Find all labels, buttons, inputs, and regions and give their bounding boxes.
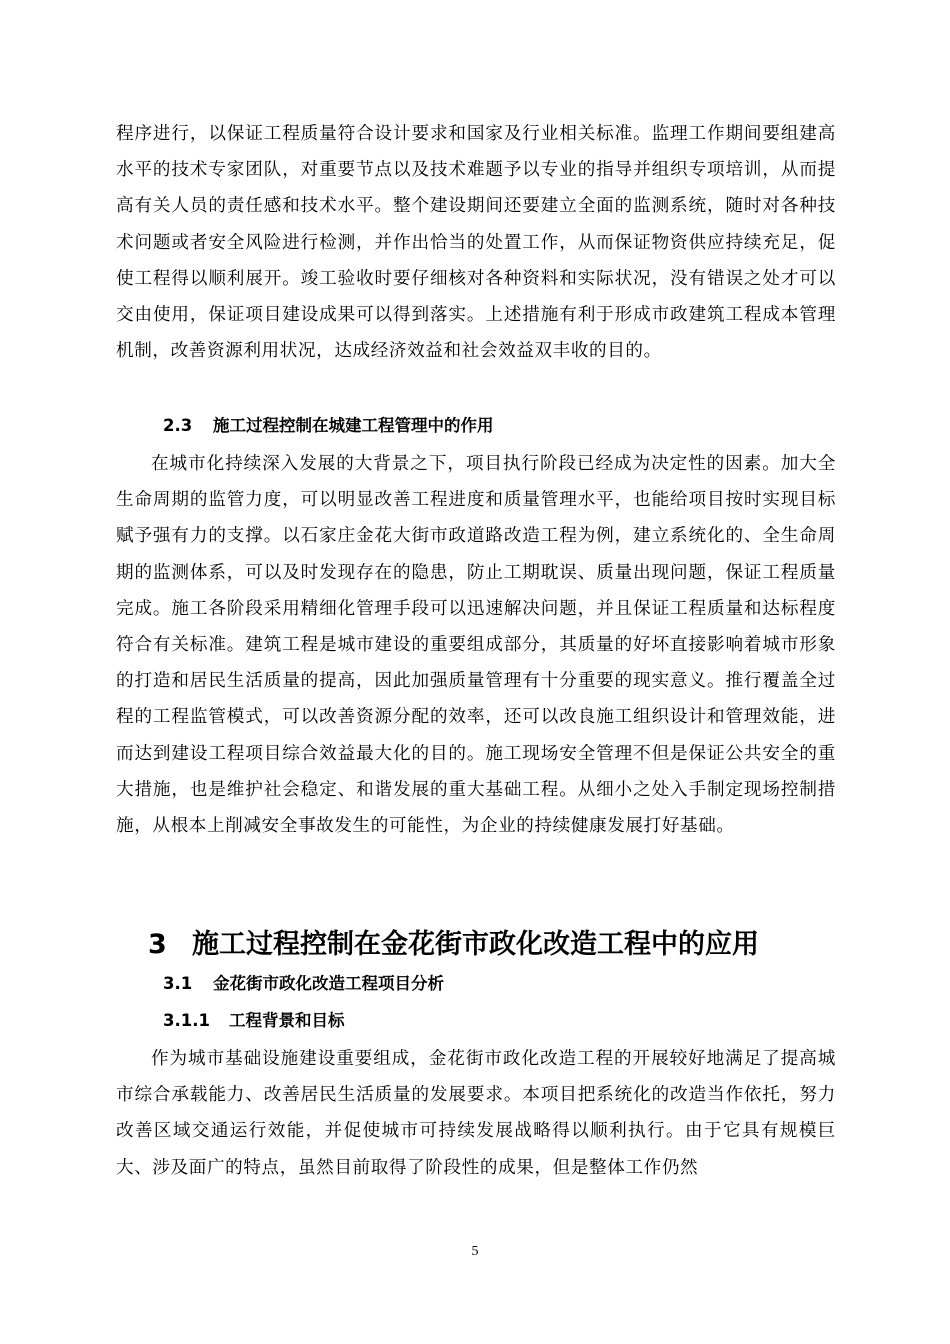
section-title: 金花街市政化改造工程项目分析 [213,974,444,993]
subsection-heading-3-1-1 [163,1009,345,1033]
section-heading-2-3 [163,414,494,438]
chapter-heading-3 [148,925,759,965]
page-number: 5 [471,1244,479,1259]
section-title: 施工过程控制在城建工程管理中的作用 [213,416,494,435]
subsection-number: 3.1.1 [163,1011,210,1030]
body-paragraph: 作为城市基础设施建设重要组成，金花街市政化改造工程的开展较好地满足了提高城市综合承载能力、改善居民生活质量的发展要求。本项目把系统化的改造当作依托，努力改善区域交通运行效能，并促使城市可持续发展战略得以顺利执行。由于它具有规模巨大、涉及面广的特点，虽然目前取得了阶段性的成果，但是整体工作仍然 [116,1049,836,1178]
body-paragraph: 在城市化持续深入发展的大背景之下，项目执行阶段已经成为决定性的因素。加大全生命周期的监管力度，可以明显改善工程进度和质量管理水平，也能给项目按时实现目标赋予强有力的支撑。以石家庄金花大街市政道路改造工程为例，建立系统化的、全生命周期的监测体系，可以及时发现存在的隐患，防止工期耽误、质量出现问题，保证工程质量完成。施工各阶段采用精细化管理手段可以迅速解决问题，并且保证工程质量和达标程度符合有关标准。建筑工程是城市建设的重要组成部分，其质量的好坏直接影响着城市形象的打造和居民生活质量的提高，因此加强质量管理有十分重要的现实意义。推行覆盖全过程的工程监管模式，可以改善资源分配的效率，还可以改良施工组织设计和管理效能，进而达到建设工程项目综合效益最大化的目的。施工现场安全管理不但是保证公共安全的重大措施，也是维护社会稳定、和谐发展的重大基础工程。从细小之处入手制定现场控制措施，从根本上削减安全事故发生的可能性，为企业的持续健康发展打好基础。 [116,454,836,837]
subsection-title: 工程背景和目标 [229,1011,345,1030]
section-number: 2.3 [163,416,193,435]
chapter-title: 施工过程控制在金花街市政化改造工程中的应用 [192,929,759,960]
section-number: 3.1 [163,974,193,993]
chapter-number: 3 [148,929,167,960]
section-heading-3-1 [163,972,444,996]
body-paragraph: 程序进行，以保证工程质量符合设计要求和国家及行业相关标准。监理工作期间要组建高水平的技术专家团队，对重要节点以及技术难题予以专业的指导并组织专项培训，从而提高有关人员的责任感和技术水平。整个建设期间还要建立全面的监测系统，随时对各种技术问题或者安全风险进行检测，并作出恰当的处置工作，从而保证物资供应持续充足，促使工程得以顺利展开。竣工验收时要仔细核对各种资料和实际状况，没有错误之处才可以交由使用，保证项目建设成果可以得到落实。上述措施有利于形成市政建筑工程成本管理机制，改善资源利用状况，达成经济效益和社会效益双丰收的目的。 [116,124,836,362]
